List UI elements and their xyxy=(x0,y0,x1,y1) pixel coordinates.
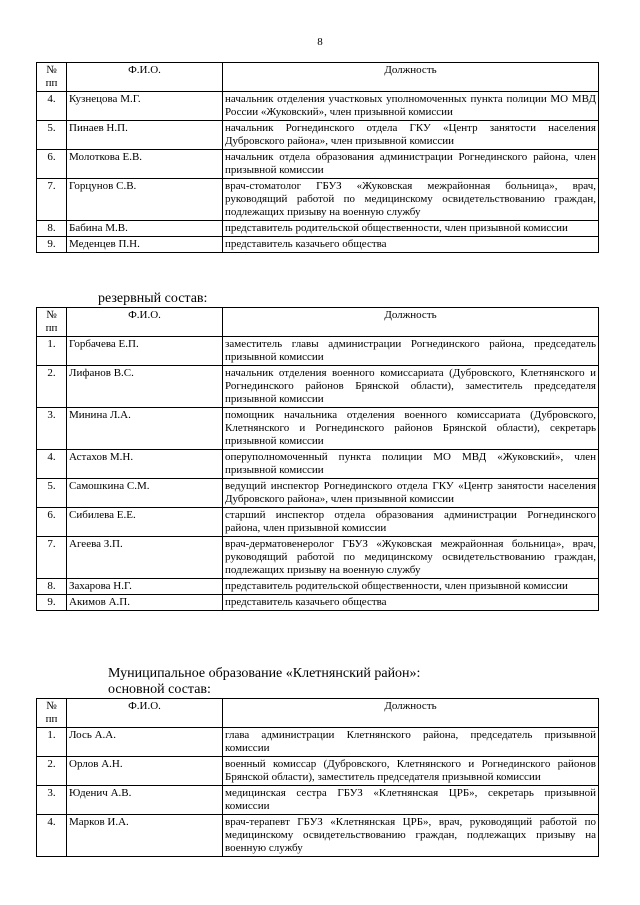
person-name: Агеева З.П. xyxy=(67,537,223,579)
col-position-header: Должность xyxy=(223,308,599,337)
row-number: 5. xyxy=(37,479,67,508)
table-row xyxy=(37,237,599,253)
position-text: медицинская сестра ГБУЗ «Клетнянская ЦРБ», секретарь призывной комиссии xyxy=(223,786,599,815)
col-position-header: Должность xyxy=(223,63,599,92)
position-text: представитель родительской общественности, член призывной комиссии xyxy=(223,579,599,595)
person-name: Минина Л.А. xyxy=(67,408,223,450)
person-name: Астахов М.Н. xyxy=(67,450,223,479)
row-number: 8. xyxy=(37,221,67,237)
roster-table-main xyxy=(36,62,599,253)
position-text: врач-дерматовенеролог ГБУЗ «Жуковская межрайонная больница», врач, руководящий работой по медицинскому освидетельствованию граждан, подлежащих призыву на военную службу xyxy=(223,537,599,579)
person-name: Самошкина С.М. xyxy=(67,479,223,508)
col-name-header: Ф.И.О. xyxy=(67,63,223,92)
row-number: 9. xyxy=(37,595,67,611)
table-row xyxy=(37,579,599,595)
row-number: 4. xyxy=(37,450,67,479)
col-name-header: Ф.И.О. xyxy=(67,308,223,337)
table-row xyxy=(37,479,599,508)
position-text: врач-стоматолог ГБУЗ «Жуковская межрайонная больница», врач, руководящий работой по медицинскому освидетельствованию граждан, подлежащих призыву на военную службу xyxy=(223,179,599,221)
row-number: 4. xyxy=(37,92,67,121)
person-name: Юденич А.В. xyxy=(67,786,223,815)
table-row xyxy=(37,366,599,408)
person-name: Горцунов С.В. xyxy=(67,179,223,221)
person-name: Лось А.А. xyxy=(67,728,223,757)
person-name: Захарова Н.Г. xyxy=(67,579,223,595)
row-number: 2. xyxy=(37,366,67,408)
table-row xyxy=(37,728,599,757)
position-text: старший инспектор отдела образования администрации Рогнединского района, член призывной комиссии xyxy=(223,508,599,537)
row-number: 7. xyxy=(37,537,67,579)
position-text: представитель казачьего общества xyxy=(223,237,599,253)
position-text: заместитель главы администрации Рогнединского района, председатель призывной комиссии xyxy=(223,337,599,366)
table-row xyxy=(37,179,599,221)
person-name: Марков И.А. xyxy=(67,815,223,857)
position-text: военный комиссар (Дубровского, Клетнянского и Рогнединского районов Брянской области), заместитель председателя призывной комиссии xyxy=(223,757,599,786)
col-num-header: № пп xyxy=(37,308,67,337)
row-number: 2. xyxy=(37,757,67,786)
row-number: 8. xyxy=(37,579,67,595)
row-number: 3. xyxy=(37,786,67,815)
reserve-heading: резервный состав: xyxy=(98,291,208,306)
position-text: представитель родительской общественности, член призывной комиссии xyxy=(223,221,599,237)
municipality-heading: Муниципальное образование «Клетнянский район»: xyxy=(108,666,421,681)
person-name: Орлов А.Н. xyxy=(67,757,223,786)
row-number: 6. xyxy=(37,150,67,179)
position-text: помощник начальника отделения военного комиссариата (Дубровского, Клетнянского и Рогнединского районов Брянской области), секретарь призывной комиссии xyxy=(223,408,599,450)
position-text: начальник Рогнединского отдела ГКУ «Центр занятости населения Дубровского района», член призывной комиссии xyxy=(223,121,599,150)
person-name: Молоткова Е.В. xyxy=(67,150,223,179)
table-row xyxy=(37,537,599,579)
table-header xyxy=(37,699,599,728)
row-number: 5. xyxy=(37,121,67,150)
row-number: 7. xyxy=(37,179,67,221)
person-name: Кузнецова М.Г. xyxy=(67,92,223,121)
position-text: врач-терапевт ГБУЗ «Клетнянская ЦРБ», врач, руководящий работой по медицинскому освидетельствованию граждан, подлежащих призыву на военную службу xyxy=(223,815,599,857)
roster-table-reserve xyxy=(36,307,599,611)
col-num-header: № пп xyxy=(37,699,67,728)
person-name: Сибилева Е.Е. xyxy=(67,508,223,537)
position-text: начальник отделения военного комиссариата (Дубровского, Клетнянского и Рогнединского районов Брянской области), заместитель председателя призывной комиссии xyxy=(223,366,599,408)
row-number: 4. xyxy=(37,815,67,857)
person-name: Бабина М.В. xyxy=(67,221,223,237)
row-number: 1. xyxy=(37,337,67,366)
position-text: глава администрации Клетнянского района, председатель призывной комиссии xyxy=(223,728,599,757)
roster-table-kletnya xyxy=(36,698,599,857)
position-text: представитель казачьего общества xyxy=(223,595,599,611)
table-row xyxy=(37,221,599,237)
position-text: оперуполномоченный пункта полиции МО МВД «Жуковский», член призывной комиссии xyxy=(223,450,599,479)
table-row xyxy=(37,408,599,450)
table-row xyxy=(37,757,599,786)
person-name: Пинаев Н.П. xyxy=(67,121,223,150)
col-name-header: Ф.И.О. xyxy=(67,699,223,728)
row-number: 1. xyxy=(37,728,67,757)
table-row xyxy=(37,450,599,479)
person-name: Меденцев П.Н. xyxy=(67,237,223,253)
table-header xyxy=(37,308,599,337)
table-header xyxy=(37,63,599,92)
table-row xyxy=(37,150,599,179)
person-name: Горбачева Е.П. xyxy=(67,337,223,366)
table-row xyxy=(37,92,599,121)
table-row xyxy=(37,815,599,857)
table-row xyxy=(37,786,599,815)
col-position-header: Должность xyxy=(223,699,599,728)
main-composition-heading: основной состав: xyxy=(108,682,211,697)
position-text: ведущий инспектор Рогнединского отдела ГКУ «Центр занятости населения Дубровского района», член призывной комиссии xyxy=(223,479,599,508)
person-name: Лифанов В.С. xyxy=(67,366,223,408)
table-row xyxy=(37,595,599,611)
page-number: 8 xyxy=(317,36,323,48)
person-name: Акимов А.П. xyxy=(67,595,223,611)
col-num-header: № пп xyxy=(37,63,67,92)
position-text: начальник отделения участковых уполномоченных пункта полиции МО МВД России «Жуковский», член призывной комиссии xyxy=(223,92,599,121)
row-number: 6. xyxy=(37,508,67,537)
row-number: 9. xyxy=(37,237,67,253)
table-row xyxy=(37,337,599,366)
position-text: начальник отдела образования администрации Рогнединского района, член призывной комиссии xyxy=(223,150,599,179)
table-row xyxy=(37,508,599,537)
row-number: 3. xyxy=(37,408,67,450)
table-row xyxy=(37,121,599,150)
